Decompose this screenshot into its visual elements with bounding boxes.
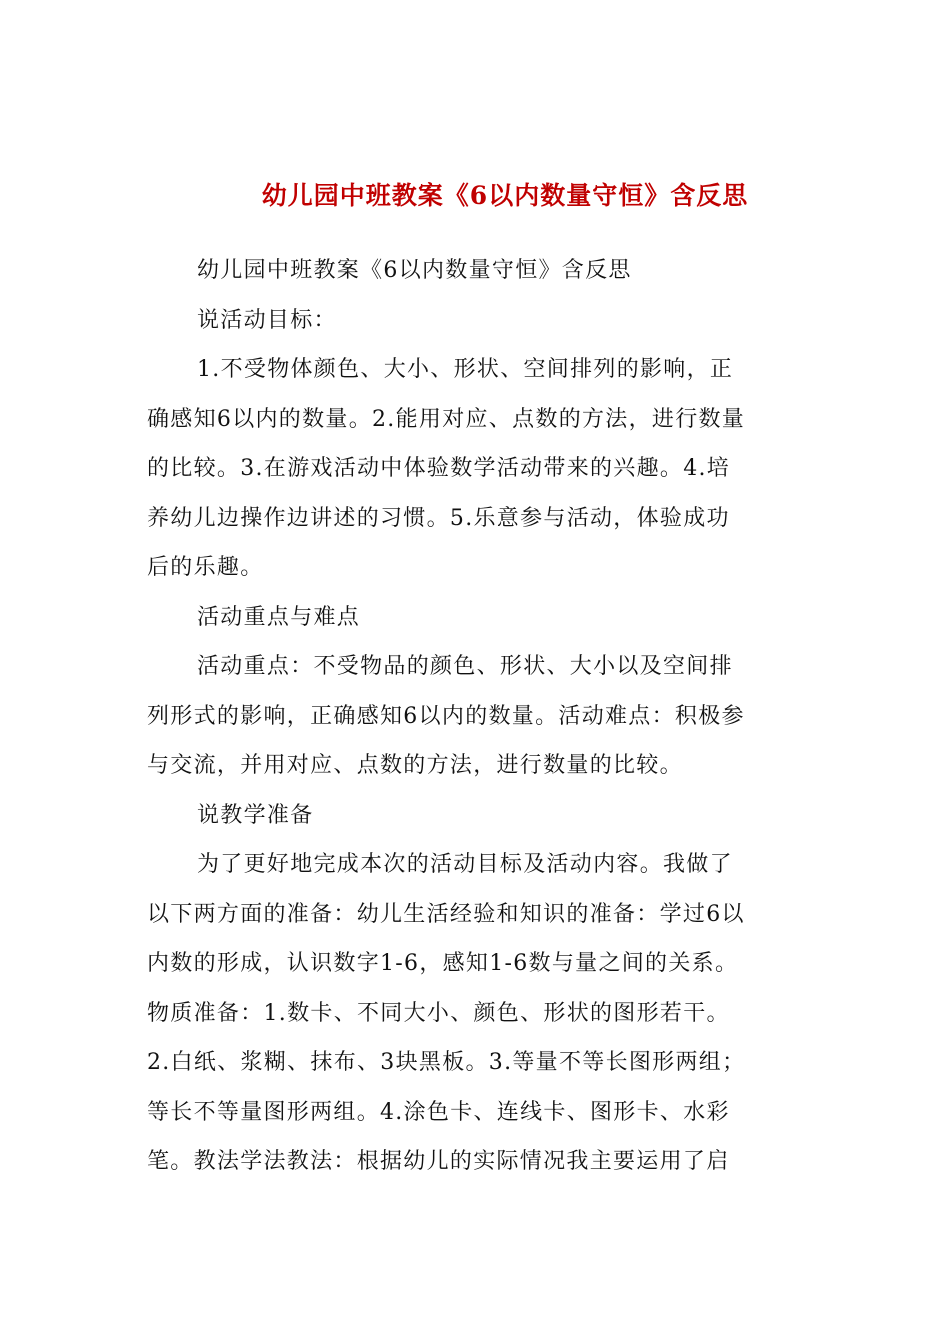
paragraph-line: 内数的形成，认识数字1-6，感知1-6数与量之间的关系。 bbox=[147, 951, 739, 976]
paragraph-line: 活动重点与难点 bbox=[197, 604, 361, 630]
paragraph-line: 等长不等量图形两组。4.涂色卡、连线卡、图形卡、水彩 bbox=[147, 1099, 730, 1125]
document-body bbox=[147, 246, 809, 1187]
paragraph-line: 幼儿园中班教案《6以内数量守恒》含反思 bbox=[197, 258, 632, 283]
paragraph-line: 说活动目标： bbox=[197, 307, 337, 333]
paragraph-line: 活动重点：不受物品的颜色、形状、大小以及空间排 bbox=[197, 654, 733, 679]
paragraph-line: 1.不受物体颜色、大小、形状、空间排列的影响，正 bbox=[197, 357, 734, 382]
paragraph-line: 与交流，并用对应、点数的方法，进行数量的比较。 bbox=[147, 753, 683, 778]
paragraph-line: 说教学准备 bbox=[197, 802, 314, 828]
paragraph-line: 养幼儿边操作边讲述的习惯。5.乐意参与活动，体验成功 bbox=[147, 505, 730, 531]
paragraph-line: 后的乐趣。 bbox=[147, 555, 264, 580]
paragraph-line: 笔。教法学法教法：根据幼儿的实际情况我主要运用了启 bbox=[147, 1149, 730, 1174]
paragraph-line: 2.白纸、浆糊、抹布、3块黑板。3.等量不等长图形两组； bbox=[147, 1050, 746, 1075]
paragraph-line: 物质准备：1.数卡、不同大小、颜色、形状的图形若干。 bbox=[147, 1000, 730, 1026]
paragraph-line: 确感知6以内的数量。2.能用对应、点数的方法，进行数量 bbox=[147, 406, 746, 432]
paragraph-line: 的比较。3.在游戏活动中体验数学活动带来的兴趣。4.培 bbox=[147, 456, 731, 481]
paragraph-line: 列形式的影响，正确感知6以内的数量。活动难点：积极参 bbox=[147, 703, 745, 729]
paragraph-line: 为了更好地完成本次的活动目标及活动内容。我做了 bbox=[197, 852, 733, 877]
document-title: 幼儿园中班教案《6以内数量守恒》含反思 bbox=[261, 181, 749, 210]
paragraph-line: 以下两方面的准备：幼儿生活经验和知识的准备：学过6以 bbox=[147, 901, 745, 927]
